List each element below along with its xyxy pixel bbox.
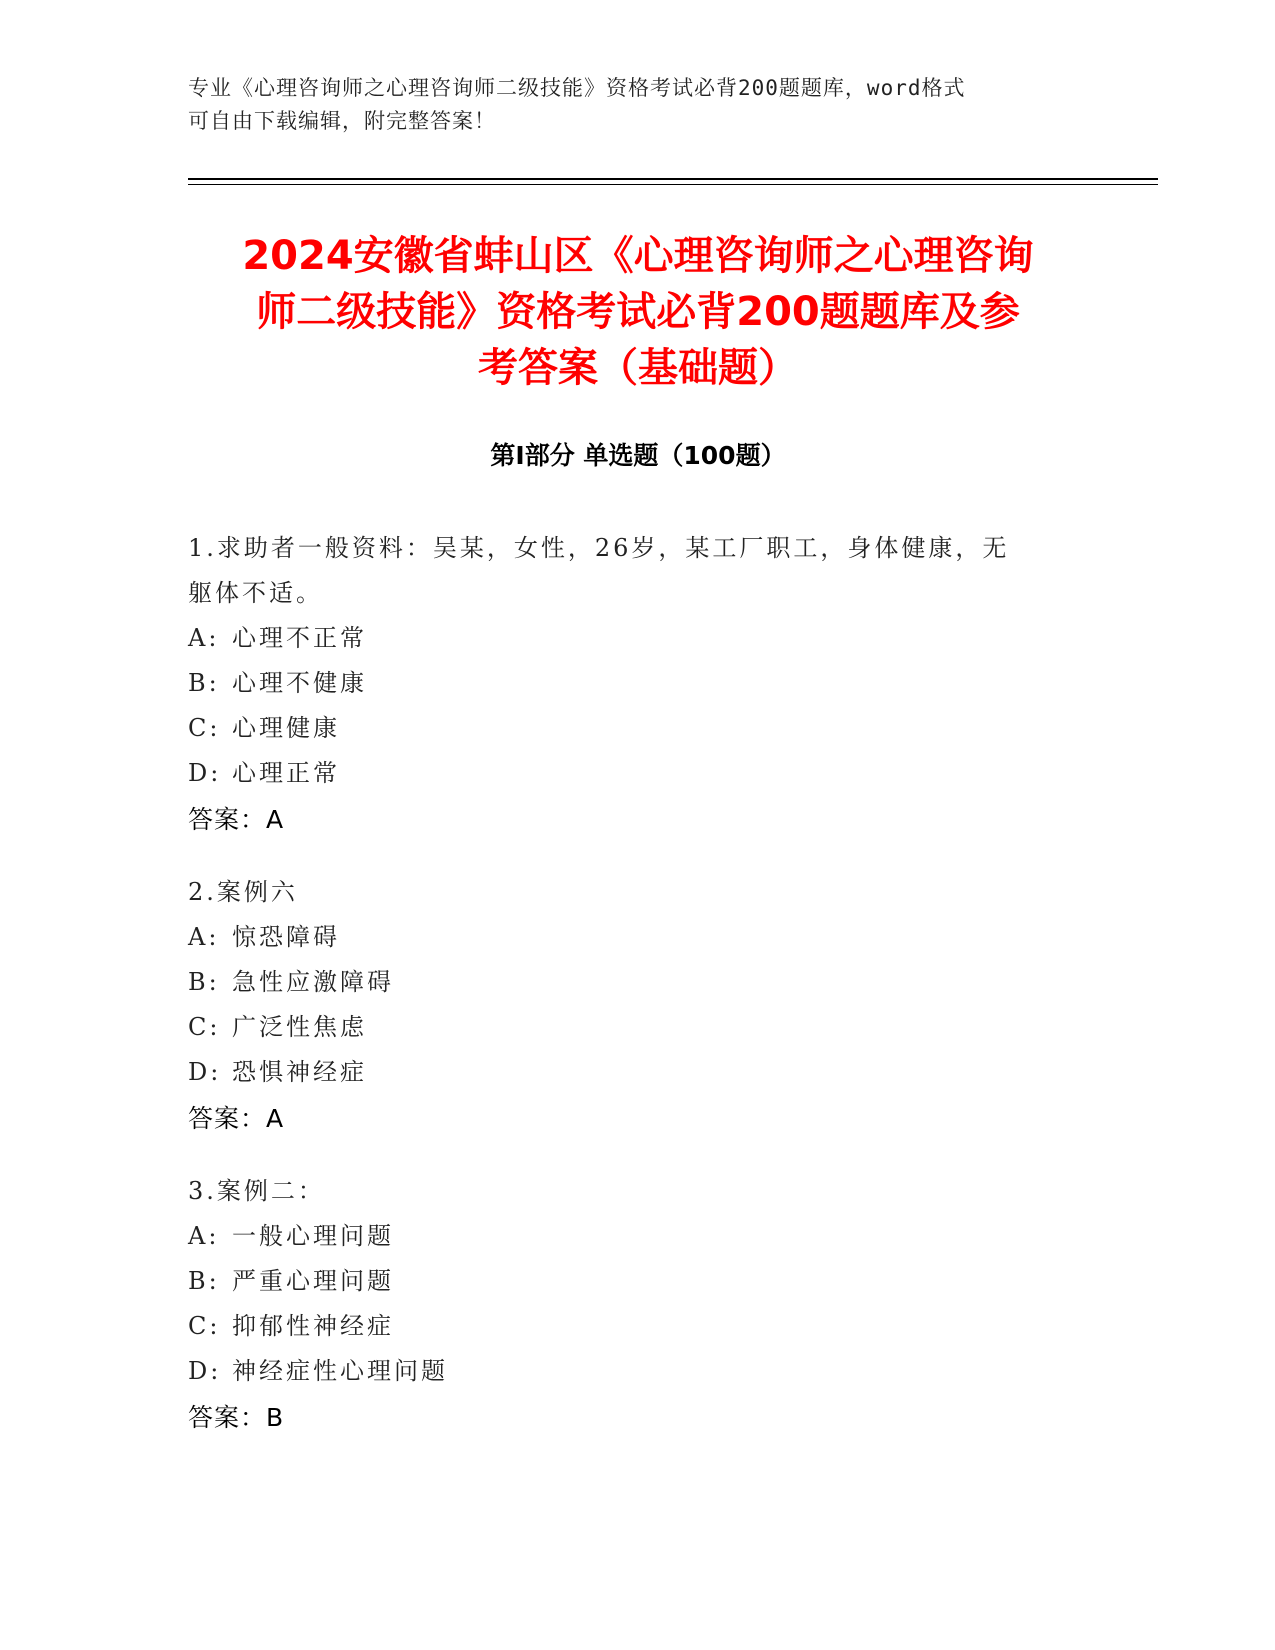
question-2 — [188, 870, 1088, 1143]
document-title-line-1: 2024安徽省蚌山区《心理咨询师之心理咨询 — [242, 233, 1034, 279]
option-key: D: — [188, 1357, 222, 1385]
option-b — [188, 661, 1088, 706]
question-1 — [188, 526, 1088, 844]
option-key: A: — [188, 1222, 220, 1250]
option-d — [188, 751, 1088, 796]
option-key: A: — [188, 624, 220, 652]
question-stem: 1.求助者一般资料：吴某，女性，26岁，某工厂职工，身体健康，无 — [188, 534, 1010, 562]
option-text: 严重心理问题 — [232, 1267, 394, 1295]
option-d — [188, 1349, 1088, 1394]
option-text: 心理不正常 — [232, 624, 367, 652]
document-title — [188, 228, 1088, 396]
option-key: C: — [188, 1013, 221, 1041]
option-b — [188, 1259, 1088, 1304]
option-text: 急性应激障碍 — [232, 968, 394, 996]
option-c — [188, 1005, 1088, 1050]
option-text: 广泛性焦虑 — [232, 1013, 367, 1041]
answer: 答案：A — [188, 1104, 285, 1133]
question-3 — [188, 1169, 1088, 1442]
option-text: 一般心理问题 — [232, 1222, 394, 1250]
question-stem: 2.案例六 — [188, 878, 298, 906]
option-text: 心理正常 — [232, 759, 340, 787]
header-note-line-1: 专业《心理咨询师之心理咨询师二级技能》资格考试必背200题题库，word格式 — [188, 76, 966, 100]
question-list — [188, 526, 1088, 1468]
option-key: C: — [188, 714, 221, 742]
option-key: D: — [188, 1058, 222, 1086]
option-a — [188, 616, 1088, 661]
option-key: B: — [188, 669, 220, 697]
option-text: 惊恐障碍 — [232, 923, 340, 951]
option-key: B: — [188, 968, 220, 996]
option-b — [188, 960, 1088, 1005]
option-c — [188, 706, 1088, 751]
document-title-line-3: 考答案（基础题） — [478, 345, 798, 391]
document-title-line-2: 师二级技能》资格考试必背200题题库及参 — [256, 289, 1020, 335]
option-key: D: — [188, 759, 222, 787]
header-note-line-2: 可自由下载编辑，附完整答案！ — [188, 109, 496, 133]
header-rule-thin — [188, 184, 1158, 185]
answer: 答案：A — [188, 805, 285, 834]
answer: 答案：B — [188, 1403, 285, 1432]
option-a — [188, 1214, 1088, 1259]
question-stem: 3.案例二： — [188, 1177, 325, 1205]
section-heading: 第Ⅰ部分 单选题（100题） — [490, 441, 786, 470]
option-key: C: — [188, 1312, 221, 1340]
option-a — [188, 915, 1088, 960]
option-d — [188, 1050, 1088, 1095]
option-text: 抑郁性神经症 — [232, 1312, 394, 1340]
option-key: B: — [188, 1267, 220, 1295]
question-stem-continued: 躯体不适。 — [188, 579, 323, 607]
option-c — [188, 1304, 1088, 1349]
header-note — [188, 72, 1088, 138]
option-text: 心理健康 — [232, 714, 340, 742]
option-text: 心理不健康 — [232, 669, 367, 697]
option-key: A: — [188, 923, 220, 951]
option-text: 恐惧神经症 — [232, 1058, 367, 1086]
header-rule-thick — [188, 178, 1158, 180]
option-text: 神经症性心理问题 — [232, 1357, 448, 1385]
